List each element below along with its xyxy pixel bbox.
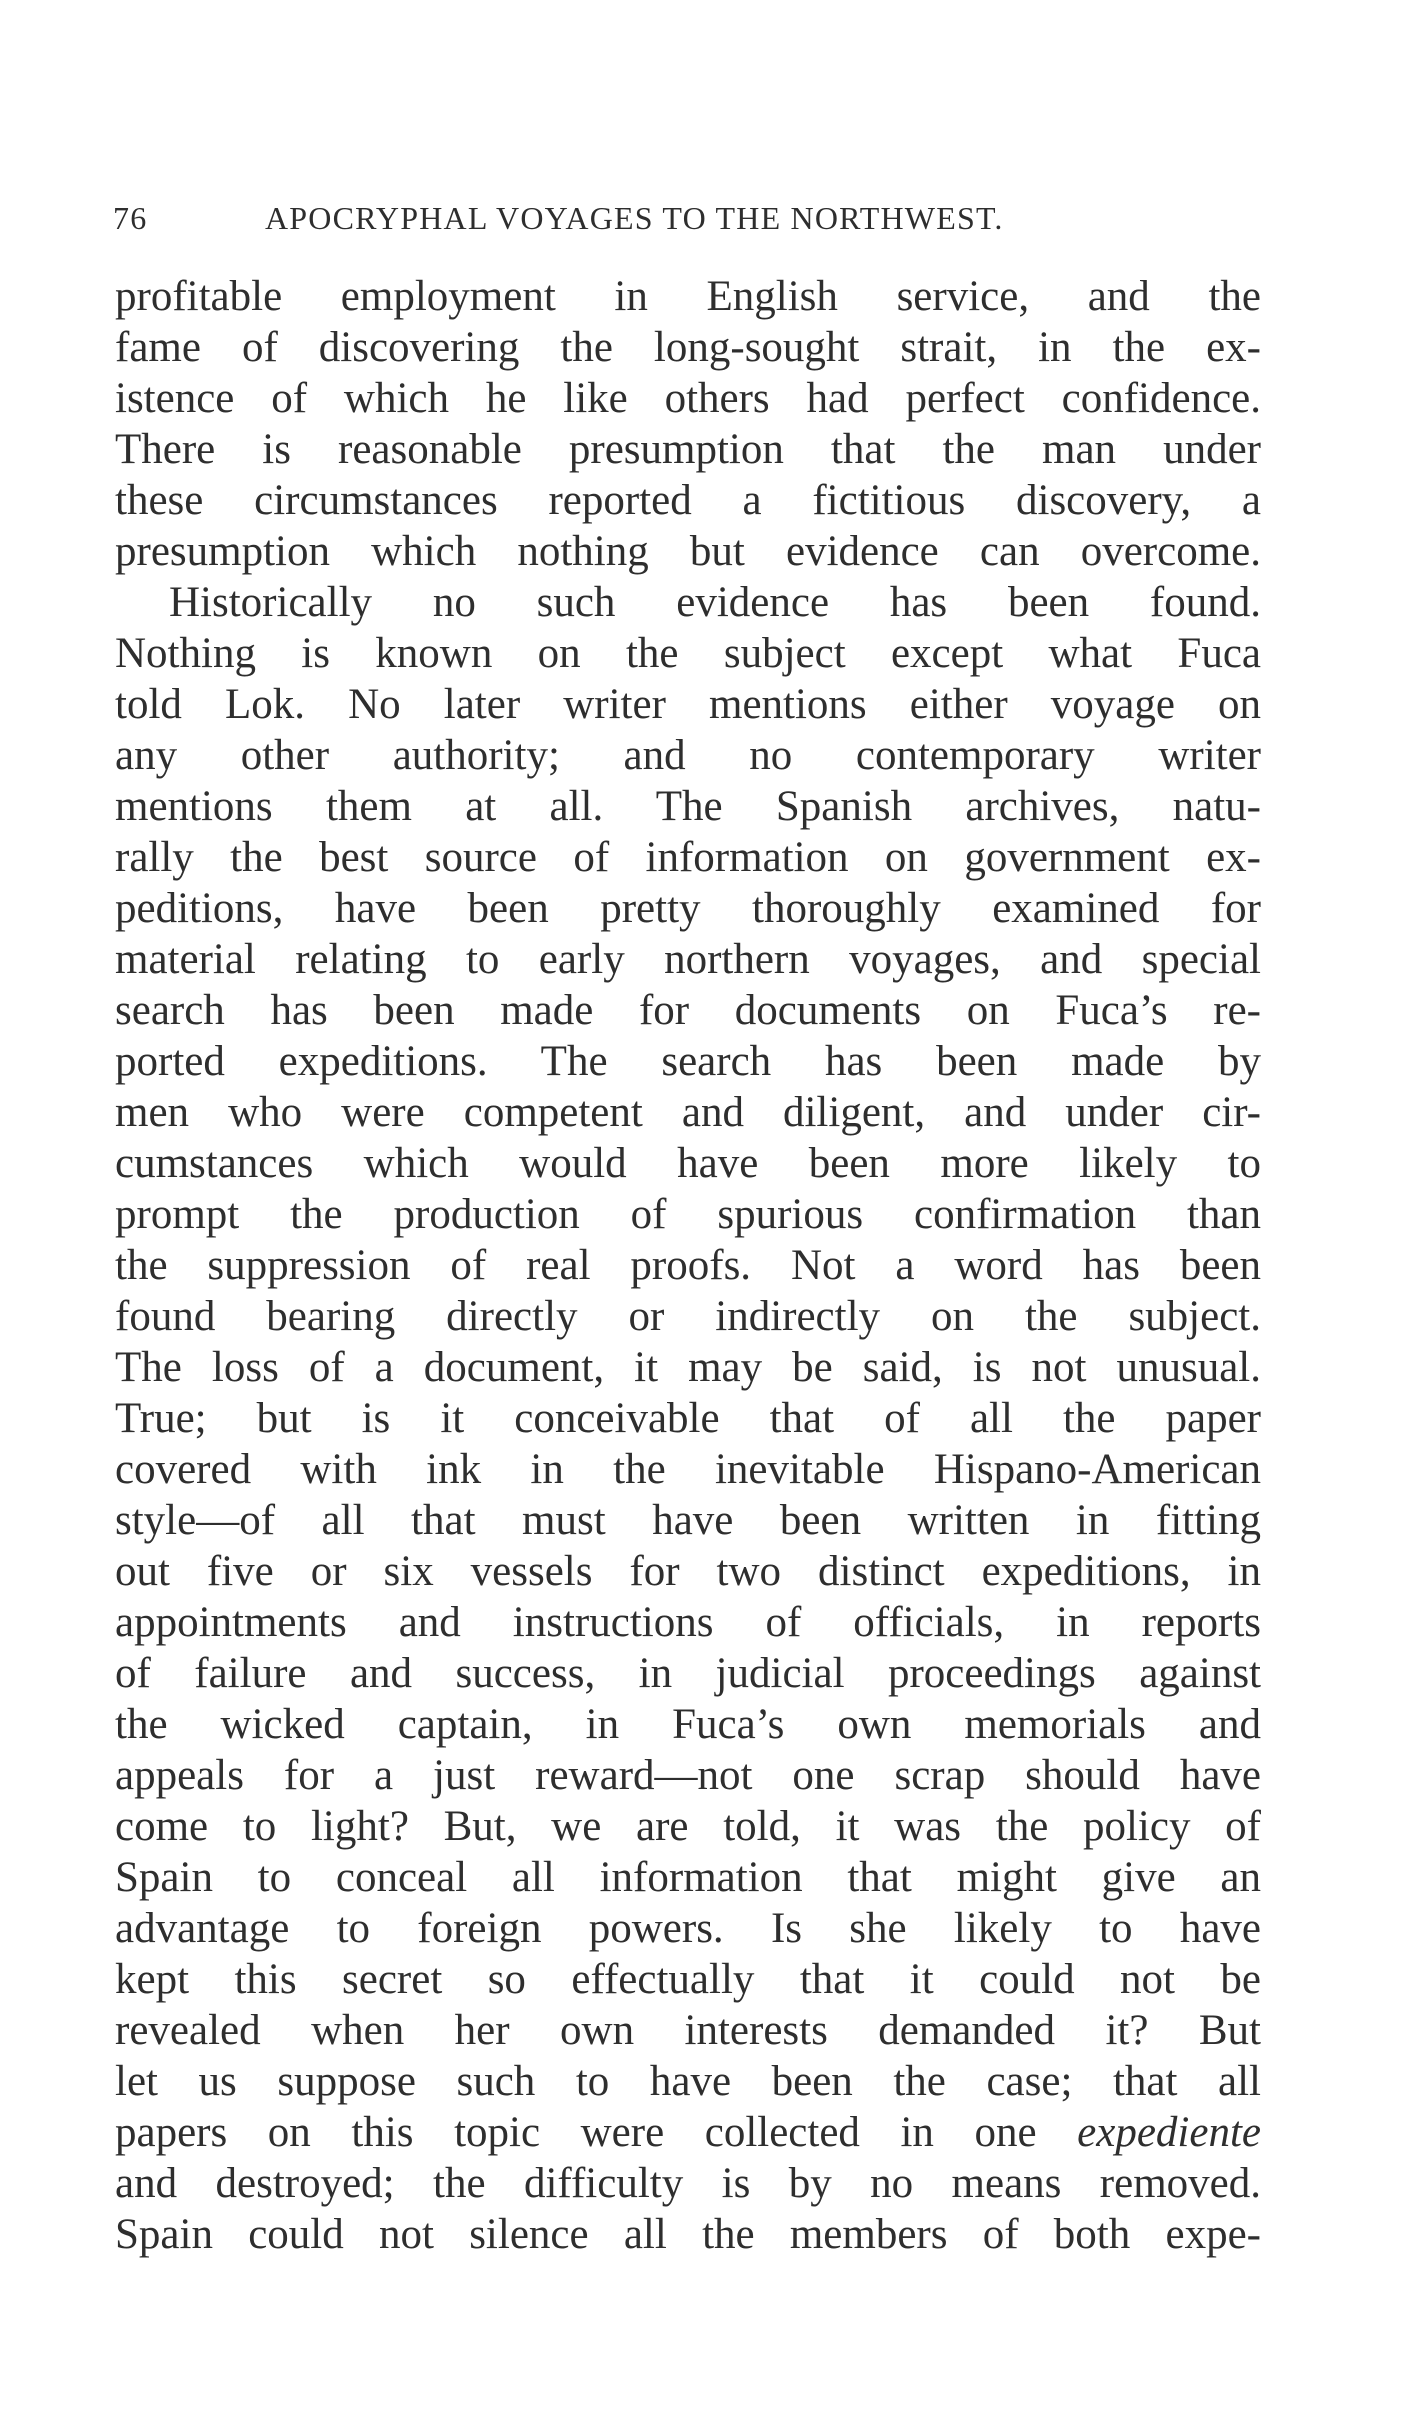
text-line: the suppression of real proofs. Not a word has been bbox=[115, 1242, 1261, 1289]
text-line: cumstances which would have been more likely to bbox=[115, 1140, 1261, 1187]
text-line: the wicked captain, in Fuca’s own memorials and bbox=[115, 1701, 1261, 1748]
text-line: profitable employment in English service, and the bbox=[115, 273, 1261, 320]
body-text bbox=[115, 271, 1261, 2260]
text-line: revealed when her own interests demanded it? But bbox=[115, 2007, 1261, 2054]
text-line: True; but is it conceivable that of all the paper bbox=[115, 1395, 1261, 1442]
text-line: found bearing directly or indirectly on the subject. bbox=[115, 1293, 1261, 1340]
text-line: search has been made for documents on Fuca’s re- bbox=[115, 987, 1261, 1034]
text-line: papers on this topic were collected in one expediente bbox=[115, 2109, 1261, 2156]
text-line: Spain to conceal all information that might give an bbox=[115, 1854, 1261, 1901]
text-line: out five or six vessels for two distinct expeditions, in bbox=[115, 1548, 1261, 1595]
text-line: kept this secret so effectually that it could not be bbox=[115, 1956, 1261, 2003]
text-line: style—of all that must have been written in fitting bbox=[115, 1497, 1261, 1544]
text-line: Spain could not silence all the members of both expe- bbox=[115, 2211, 1261, 2258]
text-line: of failure and success, in judicial proceedings against bbox=[115, 1650, 1261, 1697]
text-line: ported expeditions. The search has been made by bbox=[115, 1038, 1261, 1085]
text-line: Nothing is known on the subject except what Fuca bbox=[115, 630, 1261, 677]
running-title: APOCRYPHAL VOYAGES TO THE NORTHWEST. bbox=[265, 200, 1004, 236]
text-line: let us suppose such to have been the case; that all bbox=[115, 2058, 1261, 2105]
text-line: covered with ink in the inevitable Hispano-American bbox=[115, 1446, 1261, 1493]
italic-term: expediente bbox=[1077, 2109, 1261, 2156]
text-line: Historically no such evidence has been found. bbox=[169, 579, 1261, 626]
text-line: There is reasonable presumption that the man under bbox=[115, 426, 1261, 473]
text-line: presumption which nothing but evidence can overcome. bbox=[115, 528, 1261, 575]
text-line: come to light? But, we are told, it was the policy of bbox=[115, 1803, 1261, 1850]
text-line: any other authority; and no contemporary writer bbox=[115, 732, 1261, 779]
text-line: The loss of a document, it may be said, is not unusual. bbox=[115, 1344, 1261, 1391]
running-head bbox=[113, 200, 1253, 248]
page-number: 76 bbox=[113, 200, 148, 236]
text-line: told Lok. No later writer mentions either voyage on bbox=[115, 681, 1261, 728]
text-line: rally the best source of information on government ex- bbox=[115, 834, 1261, 881]
text-line: istence of which he like others had perfect confidence. bbox=[115, 375, 1261, 422]
text-line: advantage to foreign powers. Is she likely to have bbox=[115, 1905, 1261, 1952]
text-line: peditions, have been pretty thoroughly examined for bbox=[115, 885, 1261, 932]
text-line: material relating to early northern voyages, and special bbox=[115, 936, 1261, 983]
text-line: men who were competent and diligent, and under cir- bbox=[115, 1089, 1261, 1136]
text-line: these circumstances reported a fictitious discovery, a bbox=[115, 477, 1261, 524]
text-line: prompt the production of spurious confirmation than bbox=[115, 1191, 1261, 1238]
text-line: and destroyed; the difficulty is by no means removed. bbox=[115, 2160, 1261, 2207]
text-line: appointments and instructions of officials, in reports bbox=[115, 1599, 1261, 1646]
text-line: mentions them at all. The Spanish archives, natu- bbox=[115, 783, 1261, 830]
text-line: fame of discovering the long-sought strait, in the ex- bbox=[115, 324, 1261, 371]
text-line: appeals for a just reward—not one scrap should have bbox=[115, 1752, 1261, 1799]
